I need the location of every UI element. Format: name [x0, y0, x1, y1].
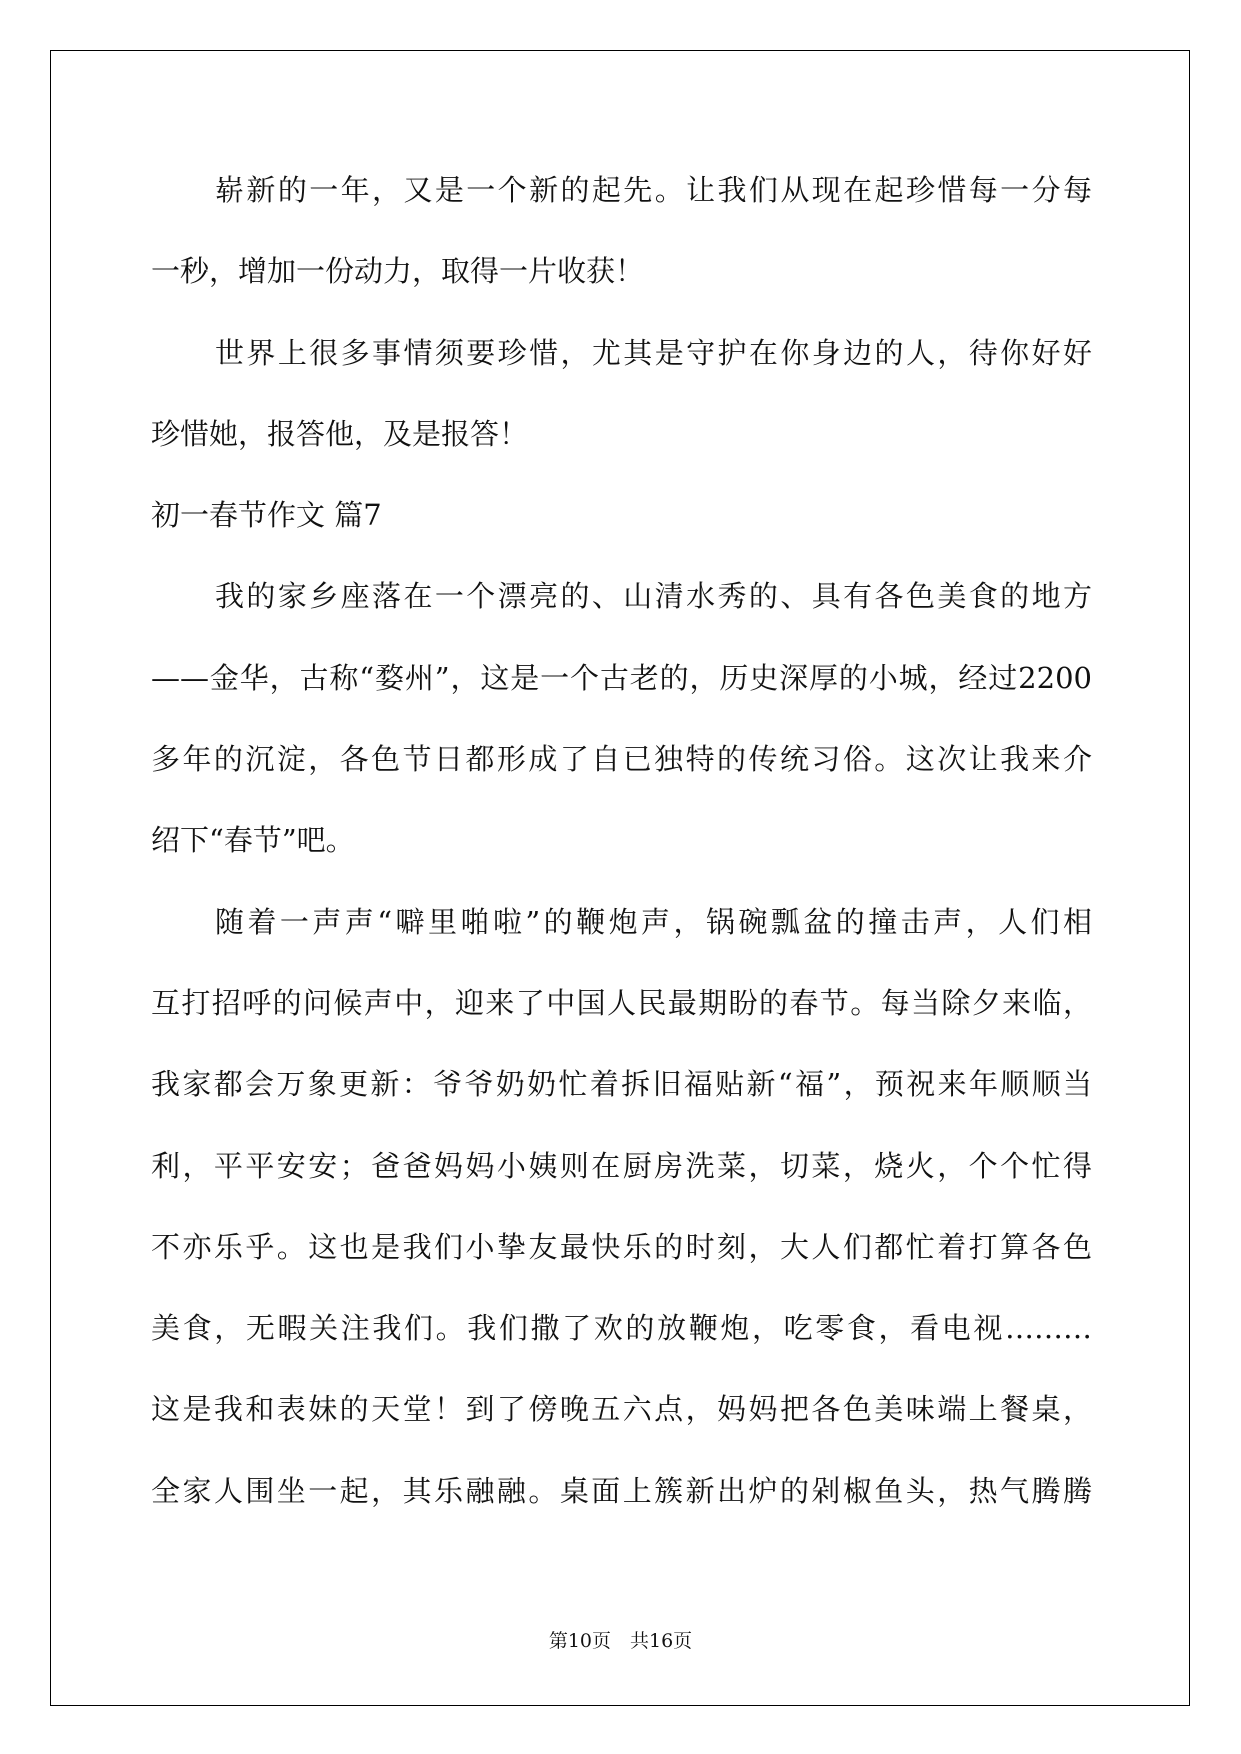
paragraph-line: 不亦乐乎。这也是我们小挚友最快乐的时刻，大人们都忙着打算各色	[151, 1229, 1092, 1264]
paragraph-line: 我家都会万象更新：爷爷奶奶忙着拆旧福贴新“福”，预祝来年顺顺当	[151, 1067, 1092, 1102]
paragraph-line: 这是我和表妹的天堂！到了傍晚五六点，妈妈把各色美味端上餐桌，	[151, 1392, 1092, 1427]
paragraph-line: 我的家乡座落在一个漂亮的、山清水秀的、具有各色美食的地方	[215, 579, 1092, 614]
paragraph-line: 多年的沉淀，各色节日都形成了自已独特的传统习俗。这次让我来介	[151, 742, 1092, 777]
paragraph-line: 绍下“春节”吧。	[151, 823, 355, 858]
paragraph-line: 全家人围坐一起，其乐融融。桌面上簇新出炉的剁椒鱼头，热气腾腾	[151, 1473, 1092, 1508]
paragraph-line: ——金华，古称“婺州”，这是一个古老的，历史深厚的小城，经过2200	[151, 660, 1092, 695]
paragraph-line: 利，平平安安；爸爸妈妈小姨则在厨房洗菜，切菜，烧火，个个忙得	[151, 1148, 1092, 1183]
paragraph-line: 珍惜她，报答他，及是报答！	[151, 416, 529, 451]
paragraph-line: 一秒，增加一份动力，取得一片收获！	[151, 254, 645, 289]
paragraph-line: 世界上很多事情须要珍惜，尤其是守护在你身边的人，待你好好	[215, 335, 1092, 370]
section-heading: 初一春节作文 篇7	[151, 498, 382, 533]
page-number-footer: 第10页 共16页	[548, 1630, 693, 1652]
paragraph-line: 随着一声声“噼里啪啦”的鞭炮声，锅碗瓢盆的撞击声，人们相	[215, 904, 1092, 939]
paragraph-line: 崭新的一年，又是一个新的起先。让我们从现在起珍惜每一分每	[215, 173, 1092, 207]
paragraph-line: 互打招呼的问候声中，迎来了中国人民最期盼的春节。每当除夕来临，	[151, 985, 1092, 1020]
paragraph-line: 美食，无暇关注我们。我们撒了欢的放鞭炮，吃零食，看电视………	[151, 1311, 1092, 1346]
body-text	[151, 150, 1092, 1532]
